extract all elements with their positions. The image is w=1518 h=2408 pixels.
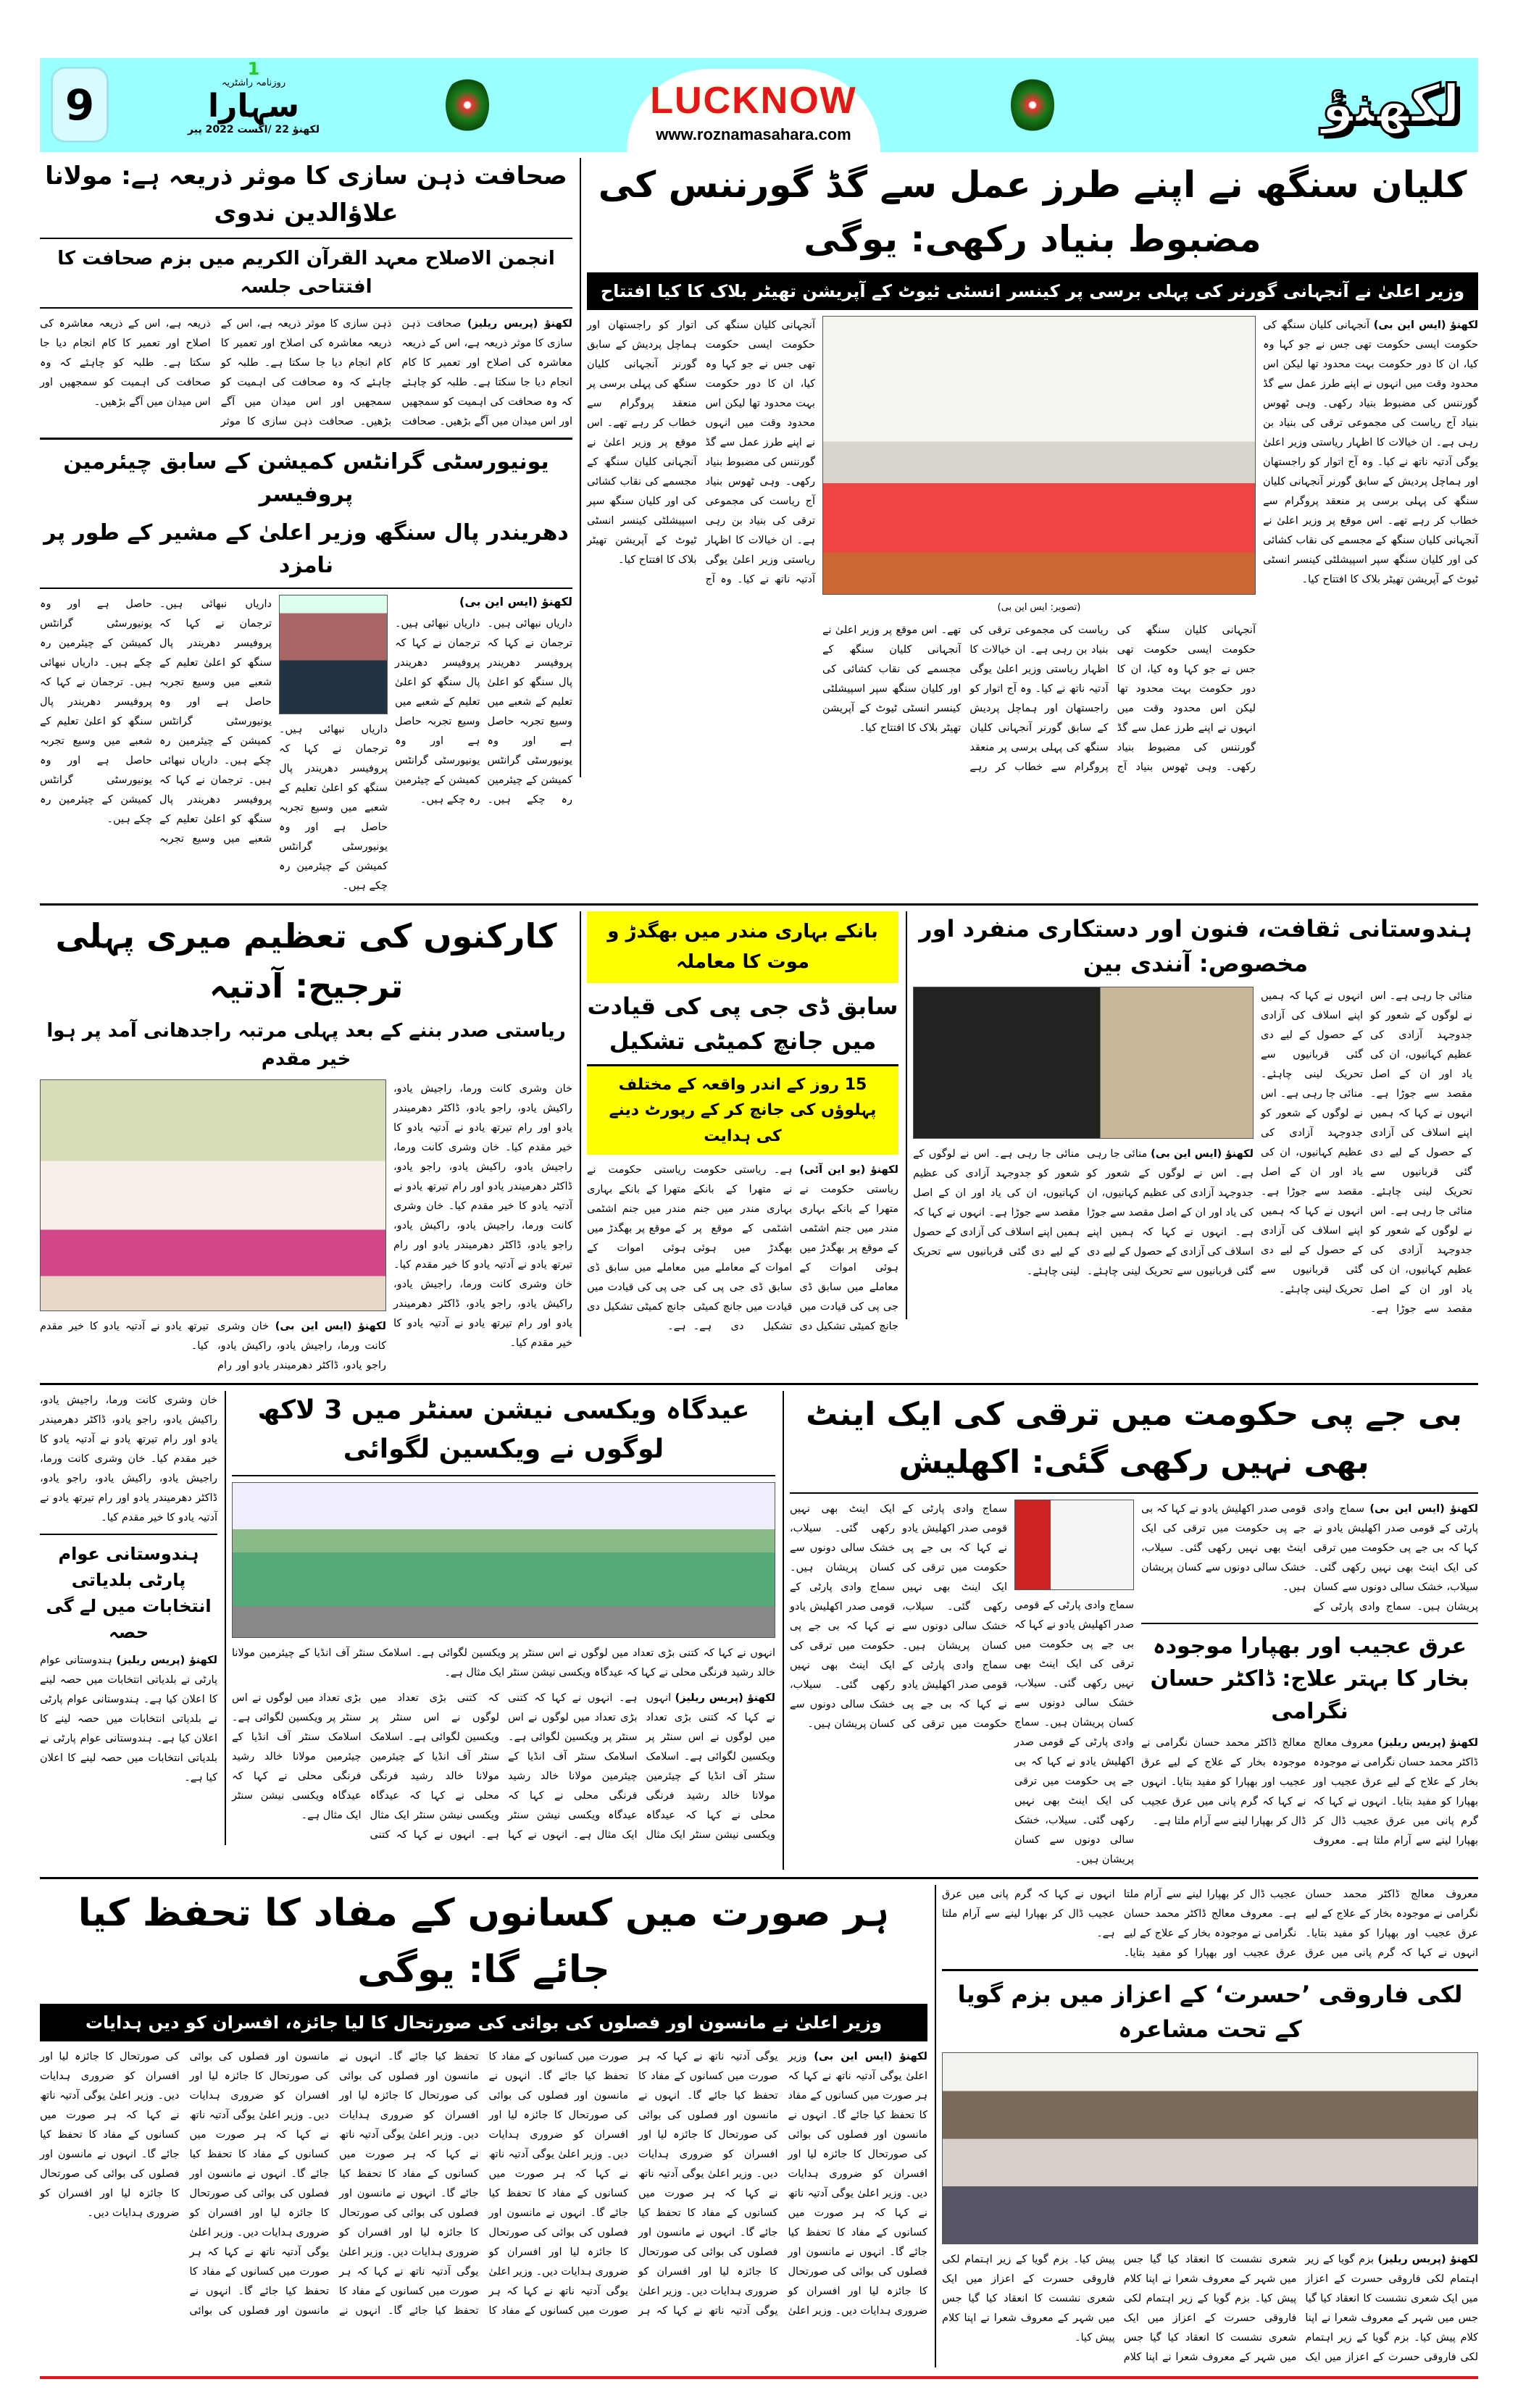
professor-headline-1: یونیورسٹی گرانٹس کمیشن کے سابق چیئرمین پروفیسر — [63, 449, 549, 507]
farmers-subhead: وزیر اعلیٰ نے مانسون اور فصلوں کی بوائی کی صورتحال کا لیا جائزہ، افسران کو دیں ہدایات — [40, 2004, 927, 2041]
farmers-story — [40, 1885, 927, 2321]
masthead — [40, 58, 1478, 152]
page-number: 9 — [51, 67, 109, 143]
governor-event-photo — [913, 987, 1254, 1139]
temple-headline: سابق ڈی جی پی کی قیادت میں جانچ کمیٹی تشکیل — [587, 992, 898, 1055]
main-body-col2: آنجہانی کلیان سنگھ کی حکومت ایسی حکومت تھی جس نے جو کہا وہ کیا، ان کا دور حکومت بہت محدود تھا لیکن اس محدود وقت میں انہوں نے اپنے طرز عمل سے گڈ گورننس کی مضبوط بنیاد رکھی۔ وہی ٹھوس بنیاد آج ریاست کی مجموعی ترقی کی بنیاد بن رہی ہے۔ ان خیالات کا اظہار ریاستی وزیر اعلیٰ یوگی آدتیہ ناتھ نے کیا۔ وہ آج اتوار کو راجستھان اور ہماچل پردیش کے سابق گورنر آنجہانی کلیان سنگھ کی پہلی برسی پر منعقد پروگرام سے خطاب کر رہے تھے۔ اس موقع پر وزیر اعلیٰ نے آنجہانی کلیان سنگھ کے مجسمے کی نقاب کشائی کی اور کلیان سنگھ سپر اسپیشلٹی کینسر انسٹی ٹیوٹ کے آپریشن تھیٹر بلاک کا افتتاح کیا۔ — [822, 624, 1256, 773]
paper-name: سہارا — [208, 88, 299, 125]
dateline: لکھنؤ (ایس این بی) — [459, 595, 572, 609]
paper-tagline: روزنامہ راشٹریہ — [221, 78, 286, 88]
divider — [40, 307, 572, 309]
professor-portrait-photo — [279, 595, 388, 714]
row-1 — [40, 158, 1478, 896]
farmers-headline: ہر صورت میں کسانوں کے مفاد کا تحفظ کیا جائے گا: یوگی — [78, 1891, 890, 1991]
city-name-en: LUCKNOW — [650, 80, 857, 122]
divider — [1141, 1623, 1478, 1624]
main-body-col3: آنجہانی کلیان سنگھ کی حکومت ایسی حکومت تھی جس نے جو کہا وہ کیا، ان کا دور حکومت بہت محدود تھا لیکن اس محدود وقت میں انہوں نے اپنے طرز عمل سے گڈ گورننس کی مضبوط بنیاد رکھی۔ وہی ٹھوس بنیاد آج ریاست کی مجموعی ترقی کی بنیاد بن رہی ہے۔ ان خیالات کا اظہار ریاستی وزیر اعلیٰ یوگی آدتیہ ناتھ نے کیا۔ وہ آج اتوار کو راجستھان اور ہماچل پردیش کے سابق گورنر آنجہانی کلیان سنگھ کی پہلی برسی پر منعقد پروگرام سے خطاب کر رہے تھے۔ اس موقع پر وزیر اعلیٰ نے آنجہانی کلیان سنگھ کے مجسمے کی نقاب کشائی کی اور کلیان سنگھ سپر اسپیشلٹی کینسر انسٹی ٹیوٹ کے آپریشن تھیٹر بلاک کا افتتاح کیا۔ — [587, 319, 815, 585]
kalyan-singh-statue-photo — [822, 316, 1256, 595]
journalism-subhead: انجمن الاصلاح معہد القرآن الکریم میں بزم صحافت کا افتتاحی جلسہ — [57, 248, 555, 298]
akhilesh-body-area — [790, 1500, 1478, 1870]
main-headline: کلیان سنگھ نے اپنے طرز عمل سے گڈ گورننس کی مضبوط بنیاد رکھی: یوگی — [598, 164, 1467, 260]
anniversary-badge: 1 — [247, 59, 260, 79]
left-column — [40, 158, 572, 896]
main-photo-area — [822, 316, 1256, 777]
row-4 — [40, 1877, 1478, 2367]
main-subhead: وزیر اعلیٰ نے آنجہانی گورنر کی پہلی برسی پر کینسر انسٹی ٹیوٹ کے آپریشن تھیٹر بلاک کا کیا افتتاح — [587, 272, 1478, 310]
journalism-body: لکھنؤ (پریس ریلیز) صحافت ذہن سازی کا موثر ذریعہ ہے، اس کے ذریعہ معاشرہ کی اصلاح اور تعمیر کا کام انجام دیا جا سکتا ہے۔ طلبہ کو چاہئے کہ وہ صحافت کی اہمیت کو سمجھیں اور اس میدان میں آگے بڑھیں۔ صحافت ذہن سازی کا موثر ذریعہ ہے، اس کے ذریعہ معاشرہ کی اصلاح اور تعمیر کا کام انجام دیا جا سکتا ہے۔ طلبہ کو چاہئے کہ وہ صحافت کی اہمیت کو سمجھیں اور اس میدان میں آگے بڑھیں۔ صحافت ذہن سازی کا موثر ذریعہ ہے، اس کے ذریعہ معاشرہ کی اصلاح اور تعمیر کا کام انجام دیا جا سکتا ہے۔ طلبہ کو چاہئے کہ وہ صحافت کی اہمیت کو سمجھیں اور اس میدان میں آگے بڑھیں۔ — [40, 318, 572, 427]
journalism-headline: صحافت ذہن سازی کا موثر ذریعہ ہے: مولانا علاؤالدین ندوی — [45, 162, 567, 227]
culture-body-col1: منائی جا رہی ہے۔ اس نے لوگوں کے شعور کو جدوجہد آزادی کی عظیم کہانیوں، ان کی یاد اور ان کے اصل مقصد سے جوڑا ہے۔ انہوں نے کہا کہ ہمیں اپنے اسلاف کی آزادی کے حصول کے لیے دی گئی قربانیوں سے تحریک لینی چاہئے۔ منائی جا رہی ہے۔ اس نے لوگوں کے شعور کو جدوجہد آزادی کی عظیم کہانیوں، ان کی یاد اور ان کے اصل مقصد سے جوڑا ہے۔ انہوں نے کہا کہ ہمیں اپنے اسلاف کی آزادی کے حصول کے لیے دی گئی قربانیوں سے تحریک لینی چاہئے۔ منائی جا رہی ہے۔ اس نے لوگوں کے شعور کو جدوجہد آزادی کی عظیم کہانیوں، ان کی یاد اور ان کے اصل مقصد سے جوڑا ہے۔ انہوں نے کہا کہ ہمیں اپنے اسلاف کی آزادی کے حصول کے لیے دی گئی قربانیوں سے تحریک لینی چاہئے۔ — [1261, 990, 1472, 1315]
body-text: آنجہانی کلیان سنگھ کی حکومت ایسی حکومت تھی جس نے جو کہا وہ کیا، ان کا دور حکومت بہت محدود تھا لیکن اس محدود وقت میں انہوں نے اپنے طرز عمل سے گڈ گورننس کی مضبوط بنیاد رکھی۔ وہی ٹھوس بنیاد آج ریاست کی مجموعی ترقی کی بنیاد بن رہی ہے۔ ان خیالات کا اظہار ریاستی وزیر اعلیٰ یوگی آدتیہ ناتھ نے کیا۔ وہ آج اتوار کو راجستھان اور ہماچل پردیش کے سابق گورنر آنجہانی کلیان سنگھ کی پہلی برسی پر منعقد پروگرام سے خطاب کر رہے تھے۔ اس موقع پر وزیر اعلیٰ نے آنجہانی کلیان سنگھ کے مجسمے کی نقاب کشائی کی اور کلیان سنگھ سپر اسپیشلٹی کینسر انسٹی ٹیوٹ کے آپریشن تھیٹر بلاک کا افتتاح کیا۔ — [1263, 319, 1478, 585]
akhilesh-story — [783, 1391, 1478, 1870]
aditya-story — [40, 911, 572, 1376]
divider — [40, 238, 572, 239]
awam-headline: ہندوستانی عوام پارٹی بلدیاتی انتخابات میں لے گی حصہ — [46, 1544, 212, 1642]
temple-body: لکھنؤ (یو این آئی) ریاستی حکومت نے متھرا کے بانکے بہاری مندر میں جنم اشٹمی کے موقع پر بھگدڑ میں ہوئی اموات کے معاملے میں سابق ڈی جی پی کی قیادت میں جانچ کمیٹی تشکیل دی ہے۔ ریاستی حکومت نے متھرا کے بانکے بہاری مندر میں جنم اشٹمی کے موقع پر بھگدڑ میں ہوئی اموات کے معاملے میں سابق ڈی جی پی کی قیادت میں جانچ کمیٹی تشکیل دی ہے۔ ریاستی حکومت نے متھرا کے بانکے بہاری مندر میں جنم اشٹمی کے موقع پر بھگدڑ میں ہوئی اموات کے معاملے میں سابق ڈی جی پی کی قیادت میں جانچ کمیٹی تشکیل دی ہے۔ — [587, 1163, 898, 1332]
temple-highlight: 15 روز کے اندر واقعہ کے مختلف پہلوؤں کی جانچ کر کے رپورٹ دینے کی ہدایت — [587, 1064, 898, 1155]
temple-kicker: بانکے بہاری مندر میں بھگدڑ و موت کا معاملہ — [587, 911, 898, 983]
awam-body: لکھنؤ (پریس ریلیز) ہندوستانی عوام پارٹی نے بلدیاتی انتخابات میں حصہ لینے کا اعلان کیا ہے۔ ہندوستانی عوام پارٹی نے بلدیاتی انتخابات میں حصہ لینے کا اعلان کیا ہے۔ ہندوستانی عوام پارٹی نے بلدیاتی انتخابات میں حصہ لینے کا اعلان کیا ہے۔ — [40, 1655, 218, 1784]
sunburst-icon — [1011, 76, 1054, 134]
professor-body-area — [40, 595, 572, 896]
vaccine-body: لکھنؤ (پریس ریلیز) انہوں نے کہا کہ کتنی بڑی تعداد میں لوگوں نے اس سنٹر پر ویکسین لگوائی ہے۔ اسلامک سنٹر آف انڈیا کے چیئرمین مولانا خالد رشید فرنگی محلی نے کہا کہ عیدگاہ ویکسی نیشن سنٹر ایک مثال ہے۔ انہوں نے کہا کہ کتنی بڑی تعداد میں لوگوں نے اس سنٹر پر ویکسین لگوائی ہے۔ اسلامک سنٹر آف انڈیا کے چیئرمین مولانا خالد رشید فرنگی محلی نے کہا کہ عیدگاہ ویکسی نیشن سنٹر ایک مثال ہے۔ انہوں نے کہا کہ کتنی بڑی تعداد میں لوگوں نے اس سنٹر پر ویکسین لگوائی ہے۔ اسلامک سنٹر آف انڈیا کے چیئرمین مولانا خالد رشید فرنگی محلی نے کہا کہ عیدگاہ ویکسی نیشن سنٹر ایک مثال ہے۔ انہوں نے کہا کہ کتنی بڑی تعداد میں لوگوں نے اس سنٹر پر ویکسین لگوائی ہے۔ اسلامک سنٹر آف انڈیا کے چیئرمین مولانا خالد رشید فرنگی محلی نے کہا کہ عیدگاہ ویکسی نیشن سنٹر ایک مثال ہے۔ — [232, 1692, 776, 1841]
akhilesh-body-col1: لکھنؤ (ایس این بی) سماج وادی پارٹی کے قومی صدر اکھلیش یادو نے کہا کہ بی جے پی حکومت میں ترقی کی ایک اینٹ بھی نہیں رکھی گئی۔ سیلاب، خشک سالی دونوں سے کسان پریشان ہیں۔ سماج وادی پارٹی کے قومی صدر اکھلیش یادو نے کہا کہ بی جے پی حکومت میں ترقی کی ایک اینٹ بھی نہیں رکھی گئی۔ سیلاب، خشک سالی دونوں سے کسان پریشان ہیں۔ — [1141, 1503, 1479, 1613]
fever-headline: عرق عجیب اور بھپارا موجودہ بخار کا بہتر علاج: ڈاکٹر حسان نگرامی — [1150, 1634, 1469, 1724]
row-3 — [40, 1383, 1478, 1870]
fever-body-cont: معروف معالج ڈاکٹر محمد حسان نگرامی نے موجودہ بخار کے علاج کے لیے عرق عجیب اور بھپارا کو مفید بتایا۔ انہوں نے کہا کہ گرم پانی میں عرق عجیب ڈال کر بھپارا لینے سے آرام ملتا ہے۔ معروف معالج ڈاکٹر محمد حسان نگرامی نے موجودہ بخار کے علاج کے لیے عرق عجیب اور بھپارا کو مفید بتایا۔ انہوں نے کہا کہ گرم پانی میں عرق عجیب ڈال کر بھپارا لینے سے آرام ملتا ہے۔ — [942, 1889, 1478, 1959]
culture-body-col2: لکھنؤ (ایس این بی) منائی جا رہی ہے۔ اس نے لوگوں کے شعور کو جدوجہد آزادی کی عظیم کہانیوں، ان کی یاد اور ان کے اصل مقصد سے جوڑا ہے۔ انہوں نے کہا کہ ہمیں اپنے اسلاف کی آزادی کے حصول کے لیے دی گئی قربانیوں سے تحریک لینی چاہئے۔ منائی جا رہی ہے۔ اس نے لوگوں کے شعور کو جدوجہد آزادی کی عظیم کہانیوں، ان کی یاد اور ان کے اصل مقصد سے جوڑا ہے۔ انہوں نے کہا کہ ہمیں اپنے اسلاف کی آزادی کے حصول کے لیے دی گئی قربانیوں سے تحریک لینی چاہئے۔ — [913, 1148, 1254, 1277]
city-name-ur: لکھنؤ — [1322, 73, 1460, 134]
divider — [790, 1492, 1478, 1494]
aditya-photo-area — [40, 1079, 386, 1376]
mushaira-headline: لکی فاروقی ’حسرت‘ کے اعزاز میں بزم گویا کے تحت مشاعرہ — [957, 1981, 1463, 2043]
temple-story — [580, 911, 898, 1337]
culture-headline: ہندوستانی ثقافت، فنون اور دستکاری منفرد اور مخصوص: آنندی بین — [919, 915, 1472, 977]
main-body-area — [587, 316, 1478, 777]
professor-body-col3: داریاں نبھائی ہیں۔ ترجمان نے کہا کہ پروفیسر دھریندر پال سنگھ کو اعلیٰ تعلیم کے شعبے میں وسیع تجربہ حاصل ہے اور وہ یونیورسٹی گرانٹس کمیشن کے چیئرمین رہ چکے ہیں۔ — [279, 724, 388, 892]
professor-photo-area — [279, 595, 388, 896]
footer-rule — [40, 2376, 1478, 2379]
divider — [232, 1475, 775, 1476]
main-body-col1 — [1263, 316, 1478, 590]
dateline: لکھنؤ (پریس ریلیز) — [467, 318, 572, 330]
website-link[interactable]: www.roznamasahara.com — [656, 125, 851, 143]
culture-story — [906, 911, 1478, 1319]
professor-right-area — [395, 595, 572, 810]
vaccine-headline: عیدگاہ ویکسی نیشن سنٹر میں 3 لاکھ لوگوں نے ویکسین لگوائی — [257, 1395, 750, 1464]
divider — [40, 588, 572, 589]
mushaira-body: لکھنؤ (پریس ریلیز) بزم گویا کے زیر اہتمام لکی فاروقی حسرت کے اعزاز میں ایک شعری نشست کا انعقاد کیا گیا جس میں شہر کے معروف شعرا نے اپنا کلام پیش کیا۔ بزم گویا کے زیر اہتمام لکی فاروقی حسرت کے اعزاز میں ایک شعری نشست کا انعقاد کیا گیا جس میں شہر کے معروف شعرا نے اپنا کلام پیش کیا۔ بزم گویا کے زیر اہتمام لکی فاروقی حسرت کے اعزاز میں ایک شعری نشست کا انعقاد کیا گیا جس میں شہر کے معروف شعرا نے اپنا کلام پیش کیا۔ بزم گویا کے زیر اہتمام لکی فاروقی حسرت کے اعزاز میں ایک شعری نشست کا انعقاد کیا گیا جس میں شہر کے معروف شعرا نے اپنا کلام پیش کیا۔ — [942, 2254, 1478, 2363]
akhilesh-body-col3: سماج وادی پارٹی کے قومی صدر اکھلیش یادو نے کہا کہ بی جے پی حکومت میں ترقی کی ایک اینٹ بھی نہیں رکھی گئی۔ سیلاب، خشک سالی دونوں سے کسان پریشان ہیں۔ سماج وادی پارٹی کے قومی صدر اکھلیش یادو نے کہا کہ بی جے پی حکومت میں ترقی کی ایک اینٹ بھی نہیں رکھی گئی۔ سیلاب، خشک سالی دونوں سے کسان پریشان ہیں۔ — [1014, 1600, 1134, 1865]
main-story — [580, 158, 1478, 777]
divider — [40, 1534, 217, 1535]
akhilesh-headline: بی جے پی حکومت میں ترقی کی ایک اینٹ بھی نہیں رکھی گئی: اکھلیش — [806, 1396, 1462, 1481]
aditya-body-col1: خان وشری کانت ورما، راجیش یادو، راکیش یادو، راجو یادو، ڈاکٹر دھرمیندر یادو اور رام تیرتھ یادو نے آدتیہ یادو کا خیر مقدم کیا۔ خان وشری کانت ورما، راجیش یادو، راکیش یادو، راجو یادو، ڈاکٹر دھرمیندر یادو اور رام تیرتھ یادو نے آدتیہ یادو کا خیر مقدم کیا۔ خان وشری کانت ورما، راجیش یادو، راکیش یادو، راجو یادو، ڈاکٹر دھرمیندر یادو اور رام تیرتھ یادو نے آدتیہ یادو کا خیر مقدم کیا۔ خان وشری کانت ورما، راجیش یادو، راکیش یادو، راجو یادو، ڈاکٹر دھرمیندر یادو اور رام تیرتھ یادو نے آدتیہ یادو کا خیر مقدم کیا۔ — [393, 1083, 573, 1349]
divider — [40, 438, 572, 440]
vaccine-body-side: انہوں نے کہا کہ کتنی بڑی تعداد میں لوگوں نے اس سنٹر پر ویکسین لگوائی ہے۔ اسلامک سنٹر آف انڈیا کے چیئرمین مولانا خالد رشید فرنگی محلی نے کہا کہ عیدگاہ ویکسی نیشن سنٹر ایک مثال ہے۔ — [232, 1647, 775, 1679]
photo-caption: (تصویر: ایس این بی) — [997, 602, 1081, 613]
edition-date: لکھنؤ 22 /اگست 2022 پیر — [188, 124, 320, 136]
professor-body-col2: داریاں نبھائی ہیں۔ ترجمان نے کہا کہ پروفیسر دھریندر پال سنگھ کو اعلیٰ تعلیم کے شعبے میں وسیع تجربہ حاصل ہے اور وہ یونیورسٹی گرانٹس کمیشن کے چیئرمین رہ چکے ہیں۔ داریاں نبھائی ہیں۔ ترجمان نے کہا کہ پروفیسر دھریندر پال سنگھ کو اعلیٰ تعلیم کے شعبے میں وسیع تجربہ حاصل ہے اور وہ یونیورسٹی گرانٹس کمیشن کے چیئرمین رہ چکے ہیں۔ داریاں نبھائی ہیں۔ ترجمان نے کہا کہ پروفیسر دھریندر پال سنگھ کو اعلیٰ تعلیم کے شعبے میں وسیع تجربہ حاصل ہے اور وہ یونیورسٹی گرانٹس کمیشن کے چیئرمین رہ چکے ہیں۔ — [40, 598, 272, 845]
professor-headline-2: دھریندر پال سنگھ وزیر اعلیٰ کے مشیر کے طور پر نامزد — [43, 520, 569, 578]
right-bottom-column — [935, 1885, 1478, 2367]
city-banner — [627, 69, 880, 152]
akhilesh-body-col2: سماج وادی پارٹی کے قومی صدر اکھلیش یادو نے کہا کہ بی جے پی حکومت میں ترقی کی ایک اینٹ بھی نہیں رکھی گئی۔ سیلاب، خشک سالی دونوں سے کسان پریشان ہیں۔ سماج وادی پارٹی کے قومی صدر اکھلیش یادو نے کہا کہ بی جے پی حکومت میں ترقی کی ایک اینٹ بھی نہیں رکھی گئی۔ سیلاب، خشک سالی دونوں سے کسان پریشان ہیں۔ سماج وادی پارٹی کے قومی صدر اکھلیش یادو نے کہا کہ بی جے پی حکومت میں ترقی کی ایک اینٹ بھی نہیں رکھی گئی۔ سیلاب، خشک سالی دونوں سے کسان پریشان ہیں۔ — [790, 1503, 1007, 1730]
left-narrow-column — [40, 1391, 217, 1788]
farmers-body: لکھنؤ (ایس این بی) وزیر اعلیٰ یوگی آدتیہ ناتھ نے کہا کہ ہر صورت میں کسانوں کے مفاد کا تحفظ کیا جائے گا۔ انہوں نے مانسون اور فصلوں کی بوائی کی صورتحال کا جائزہ لیا اور افسران کو ضروری ہدایات دیں۔ وزیر اعلیٰ یوگی آدتیہ ناتھ نے کہا کہ ہر صورت میں کسانوں کے مفاد کا تحفظ کیا جائے گا۔ انہوں نے مانسون اور فصلوں کی بوائی کی صورتحال کا جائزہ لیا اور افسران کو ضروری ہدایات دیں۔ وزیر اعلیٰ یوگی آدتیہ ناتھ نے کہا کہ ہر صورت میں کسانوں کے مفاد کا تحفظ کیا جائے گا۔ انہوں نے مانسون اور فصلوں کی بوائی کی صورتحال کا جائزہ لیا اور افسران کو ضروری ہدایات دیں۔ وزیر اعلیٰ یوگی آدتیہ ناتھ نے کہا کہ ہر صورت میں کسانوں کے مفاد کا تحفظ کیا جائے گا۔ انہوں نے مانسون اور فصلوں کی بوائی کی صورتحال کا جائزہ لیا اور افسران کو ضروری ہدایات دیں۔ وزیر اعلیٰ یوگی آدتیہ ناتھ نے کہا کہ ہر صورت میں کسانوں کے مفاد کا تحفظ کیا جائے گا۔ انہوں نے مانسون اور فصلوں کی بوائی کی صورتحال کا جائزہ لیا اور افسران کو ضروری ہدایات دیں۔ وزیر اعلیٰ یوگی آدتیہ ناتھ نے کہا کہ ہر صورت میں کسانوں کے مفاد کا تحفظ کیا جائے گا۔ انہوں نے مانسون اور فصلوں کی بوائی کی صورتحال کا جائزہ لیا اور افسران کو ضروری ہدایات دیں۔ وزیر اعلیٰ یوگی آدتیہ ناتھ نے کہا کہ ہر صورت میں کسانوں کے مفاد کا تحفظ کیا جائے گا۔ انہوں نے مانسون اور فصلوں کی بوائی کی صورتحال کا جائزہ لیا اور افسران کو ضروری ہدایات دیں۔ وزیر اعلیٰ یوگی آدتیہ ناتھ نے کہا کہ ہر صورت میں کسانوں کے مفاد کا تحفظ کیا جائے گا۔ انہوں نے مانسون اور فصلوں کی بوائی کی صورتحال کا جائزہ لیا اور افسران کو ضروری ہدایات دیں۔ وزیر اعلیٰ یوگی آدتیہ ناتھ نے کہا کہ ہر صورت میں کسانوں کے مفاد کا تحفظ کیا جائے گا۔ انہوں نے مانسون اور فصلوں کی بوائی کی صورتحال کا جائزہ لیا اور افسران کو ضروری ہدایات دیں۔ وزیر اعلیٰ یوگی آدتیہ ناتھ نے کہا کہ ہر صورت میں کسانوں کے مفاد کا تحفظ کیا جائے گا۔ انہوں نے مانسون اور فصلوں کی بوائی کی صورتحال کا جائزہ لیا اور افسران کو ضروری ہدایات دیں۔ وزیر اعلیٰ یوگی آدتیہ ناتھ نے کہا کہ ہر صورت میں کسانوں کے مفاد کا تحفظ کیا جائے گا۔ انہوں نے مانسون اور فصلوں کی بوائی کی صورتحال کا جائزہ لیا اور افسران کو ضروری ہدایات دیں۔ وزیر اعلیٰ یوگی آدتیہ ناتھ نے کہا کہ ہر صورت میں کسانوں کے مفاد کا تحفظ کیا جائے گا۔ انہوں نے مانسون اور فصلوں کی بوائی کی صورتحال کا جائزہ لیا اور افسران کو ضروری ہدایات دیں۔ — [40, 2051, 928, 2317]
vaccine-story — [225, 1391, 775, 1845]
sunburst-icon — [446, 76, 489, 134]
paper-logo — [149, 59, 359, 136]
culture-photo-area — [913, 987, 1254, 1282]
fever-body: لکھنؤ (پریس ریلیز) معروف معالج ڈاکٹر محمد حسان نگرامی نے موجودہ بخار کے علاج کے لیے عرق عجیب اور بھپارا کو مفید بتایا۔ انہوں نے کہا کہ گرم پانی میں عرق عجیب ڈال کر بھپارا لینے سے آرام ملتا ہے۔ معروف معالج ڈاکٹر محمد حسان نگرامی نے موجودہ بخار کے علاج کے لیے عرق عجیب اور بھپارا کو مفید بتایا۔ انہوں نے کہا کہ گرم پانی میں عرق عجیب ڈال کر بھپارا لینے سے آرام ملتا ہے۔ — [1141, 1737, 1478, 1847]
mushaira-group-photo — [942, 2052, 1478, 2244]
aditya-body-cont: خان وشری کانت ورما، راجیش یادو، راکیش یادو، راجو یادو، ڈاکٹر دھرمیندر یادو اور رام تیرتھ یادو نے آدتیہ یادو کا خیر مقدم کیا۔ خان وشری کانت ورما، راجیش یادو، راکیش یادو، راجو یادو، ڈاکٹر دھرمیندر یادو اور رام تیرتھ یادو نے آدتیہ یادو کا خیر مقدم کیا۔ — [40, 1395, 218, 1523]
dateline: لکھنؤ (ایس این بی) — [1373, 319, 1478, 331]
aditya-welcome-photo — [40, 1079, 386, 1311]
akhilesh-photo — [1014, 1500, 1134, 1590]
aditya-body-col2: لکھنؤ (ایس این بی) خان وشری کانت ورما، راجیش یادو، راکیش یادو، راجو یادو، ڈاکٹر دھرمیندر یادو اور رام تیرتھ یادو نے آدتیہ یادو کا خیر مقدم کیا۔ — [40, 1321, 386, 1371]
akhilesh-right-area — [1141, 1500, 1478, 1851]
culture-body-area — [913, 987, 1478, 1319]
vaccination-center-photo — [232, 1482, 775, 1638]
akhilesh-photo-area — [1014, 1500, 1134, 1870]
row-2 — [40, 903, 1478, 1376]
divider — [942, 1969, 1478, 1971]
aditya-subhead: ریاستی صدر بننے کے بعد پہلی مرتبہ راجدھانی آمد پر ہوا خیر مقدم — [46, 1020, 566, 1070]
aditya-headline: کارکنوں کی تعظیم میری پہلی ترجیح: آدتیہ — [55, 916, 557, 1006]
professor-body-col1: داریاں نبھائی ہیں۔ ترجمان نے کہا کہ پروفیسر دھریندر پال سنگھ کو اعلیٰ تعلیم کے شعبے میں وسیع تجربہ حاصل ہے اور وہ یونیورسٹی گرانٹس کمیشن کے چیئرمین رہ چکے ہیں۔ داریاں نبھائی ہیں۔ ترجمان نے کہا کہ پروفیسر دھریندر پال سنگھ کو اعلیٰ تعلیم کے شعبے میں وسیع تجربہ حاصل ہے اور وہ یونیورسٹی گرانٹس کمیشن کے چیئرمین رہ چکے ہیں۔ — [395, 618, 572, 806]
aditya-body-area — [40, 1079, 572, 1376]
